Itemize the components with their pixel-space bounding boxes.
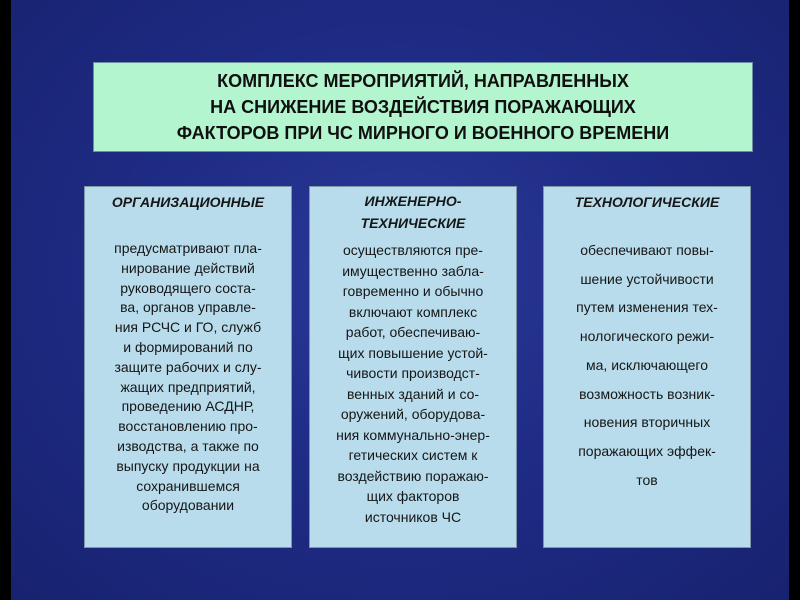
body-line: новения вторичных xyxy=(583,414,711,431)
column-heading xyxy=(310,190,516,234)
body-line: воздействию поражаю- xyxy=(337,467,489,484)
body-line: чивости производст- xyxy=(346,365,480,381)
body-line: говременно и обычно xyxy=(342,283,484,299)
body-line: возможность возник- xyxy=(579,385,715,402)
body-line: обеспечивают повы- xyxy=(580,242,714,258)
body-line: нологического режи- xyxy=(579,328,715,345)
column-heading-line: ТЕХНОЛОГИЧЕСКИЕ xyxy=(574,194,720,210)
column-heading-line: ТЕХНИЧЕСКИЕ xyxy=(360,215,466,231)
body-line: источников ЧС xyxy=(364,508,462,525)
body-line: ния РСЧС и ГО, служб xyxy=(114,319,262,336)
column-body xyxy=(310,240,516,527)
body-line: жащих предприятий, xyxy=(120,378,256,395)
body-line: выпуску продукции на xyxy=(116,457,260,474)
body-line: поражающих эффек- xyxy=(578,442,716,459)
column-heading xyxy=(85,193,291,211)
body-line: щих факторов xyxy=(366,488,460,504)
body-line: ва, органов управле- xyxy=(120,299,256,316)
body-line: оборудовании xyxy=(141,497,235,514)
body-line: путем изменения тех- xyxy=(576,299,718,316)
body-line: имущественно забла- xyxy=(342,262,484,279)
title-line: КОМПЛЕКС МЕРОПРИЯТИЙ, НАПРАВЛЕННЫХ xyxy=(217,71,629,91)
title-box xyxy=(93,62,753,152)
column-organizational xyxy=(84,186,292,548)
body-line: щих повышение устой- xyxy=(338,344,488,361)
body-line: защите рабочих и слу- xyxy=(114,358,262,375)
body-line: оружений, оборудова- xyxy=(340,406,486,422)
body-line: работ, обеспечиваю- xyxy=(345,324,481,340)
column-heading xyxy=(544,193,750,211)
body-line: руководящего соста- xyxy=(120,279,256,296)
column-engineering xyxy=(309,186,517,548)
column-technological xyxy=(543,186,751,548)
body-line: нирование действий xyxy=(121,259,255,276)
body-line: шение устойчивости xyxy=(580,270,714,287)
title-line: НА СНИЖЕНИЕ ВОЗДЕЙСТВИЯ ПОРАЖАЮЩИХ xyxy=(210,97,636,117)
body-line: осуществляются пре- xyxy=(343,242,483,258)
body-line: ния коммунально-энер- xyxy=(336,426,490,443)
body-line: изводства, а также по xyxy=(117,437,259,454)
body-line: тов xyxy=(636,471,658,488)
body-line: предусматривают пла- xyxy=(114,240,262,256)
body-line: восстановлению про- xyxy=(118,418,258,435)
body-line: проведению АСДНР, xyxy=(121,398,255,415)
column-body xyxy=(544,236,750,494)
body-line: гетических систем к xyxy=(348,447,478,463)
body-line: венных зданий и со- xyxy=(346,385,480,402)
column-body xyxy=(85,239,291,516)
body-line: и формирований по xyxy=(123,338,253,355)
column-heading-line: ИНЖЕНЕРНО- xyxy=(364,193,462,209)
body-line: включают комплекс xyxy=(348,303,478,320)
slide xyxy=(11,0,789,600)
body-line: сохранившемся xyxy=(136,477,240,494)
title-line: ФАКТОРОВ ПРИ ЧС МИРНОГО И ВОЕННОГО ВРЕМЕНИ xyxy=(176,123,670,143)
body-line: ма, исключающего xyxy=(586,356,708,373)
column-heading-line: ОРГАНИЗАЦИОННЫЕ xyxy=(111,194,265,210)
